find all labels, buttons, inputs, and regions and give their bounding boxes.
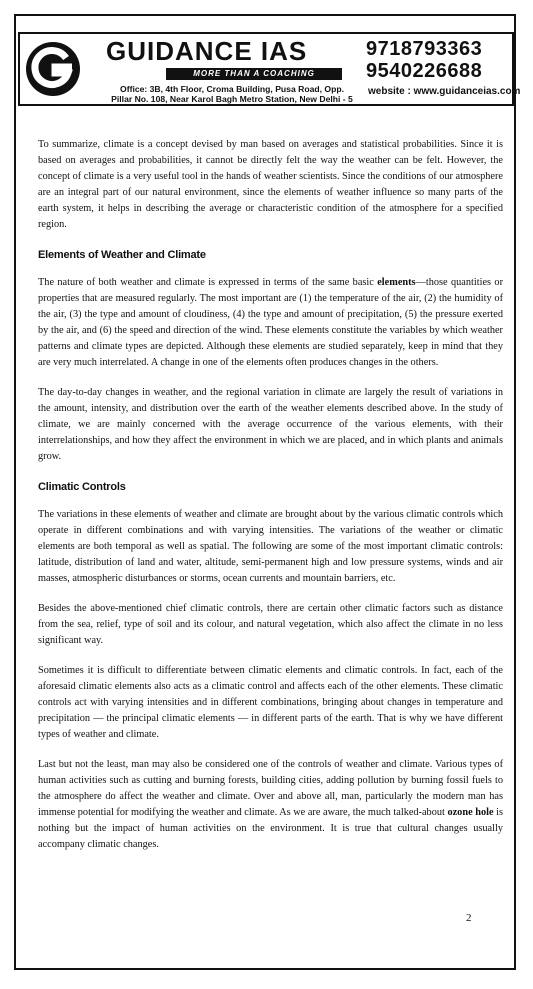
page-number: 2 [466, 912, 472, 924]
paragraph-text: The nature of both weather and climate is expressed in terms of the same basic [38, 277, 378, 288]
guidance-g-logo-icon [24, 40, 82, 98]
brand-name: GUIDANCE IAS [106, 36, 308, 66]
office-address [100, 84, 364, 104]
heading-controls: Climatic Controls [38, 481, 126, 493]
website-url: website : www.guidanceias.com [368, 86, 521, 97]
paragraph-variation: The day-to-day changes in weather, and the regional variation in climate are largely the result of variations in the amount, intensity, and distribution over the earth of the weather elements described above. In the study of climate, we are mainly concerned with the average occurrence of the various elements, with their interrelationships, and how they affect the environment in which we are placed, and in which plants and animals grow. [38, 387, 503, 462]
paragraph-human-activity [38, 757, 503, 853]
paragraph-text: Last but not the least, man may also be considered one of the controls of weather and climate. Various types of human activities such as cutting and burning forests, building cities, adding pollution by burning fossil fuels to the atmosphere do affect the weather and climate. Over and above all, man, particularly the modern man has immense potential for modifying the weather and climate. As we are aware, the much talked-about [38, 759, 503, 818]
paragraph-summary: To summarize, climate is a concept devised by man based on averages and statistical probabilities. Since it is based on averages and probabilities, it cannot be directly felt the way the weather can be felt. However, the concept of climate is a very useful tool in the hands of weather scientists. Since the conditions of our atmosphere are an integral part of our natural environment, since the elements of weather influence so many parts of the earth system, it helps in describing the average or characteristic condition of the atmosphere for a specified region. [38, 139, 503, 230]
office-address-line2: Pillar No. 108, Near Karol Bagh Metro Station, New Delhi - 5 [111, 94, 353, 104]
paragraph-other-factors: Besides the above-mentioned chief climatic controls, there are certain other climatic factors such as distance from the sea, relief, type of soil and its colour, and natural vegetation, which also affect the climate in no less significant way. [38, 603, 503, 646]
paragraph-differentiate: Sometimes it is difficult to differentiate between climatic elements and climatic controls. In fact, each of the aforesaid climatic elements also acts as a climatic control and affects each of the other elements. These climatic controls act with varying intensities and in different combinations, bringing about changes in temperature and precipitation — the principal climatic elements — in different parts of the earth. That is why we have different types of weather and climate. [38, 665, 503, 740]
bold-term: ozone hole [447, 807, 494, 818]
paragraph-controls: The variations in these elements of weather and climate are brought about by the various climatic controls which operate in different combinations and with varying intensities. The variations of the weather or climatic elements are both temporal as well as spatial. The following are some of the most important climatic controls: latitude, distribution of land and water, altitude, semi-permanent high and low pressure systems, winds and air masses, atmospheric disturbances or storms, ocean currents and mountain barriers, etc. [38, 509, 503, 584]
phone-number-2: 9540226688 [366, 60, 483, 82]
bold-term: elements [377, 277, 416, 288]
office-address-line1: Office: 3B, 4th Floor, Croma Building, Pusa Road, Opp. [120, 84, 344, 94]
paragraph-text: is nothing but the impact of human activities on the environment. It is true that cultural changes usually accompany climatic changes. [38, 807, 504, 850]
institute-header [18, 32, 521, 106]
document-body [38, 137, 503, 867]
heading-elements: Elements of Weather and Climate [38, 249, 206, 261]
paragraph-elements [38, 275, 503, 371]
paragraph-text: —those quantities or properties that are measured regularly. The most important are (1) the temperature of the air, (2) the humidity of the air, (3) the type and amount of cloudiness, (4) the type and amount of precipitation, (5) the pressure exerted by the air, and (6) the speed and direction of the wind. These elements constitute the variables by which weather patterns and climate types are depicted. Although these elements are studied separately, keep in mind that they are very much interrelated. A change in one of the elements often produces changes in the others. [38, 277, 503, 368]
brand-tagline: MORE THAN A COACHING [166, 68, 342, 80]
phone-number-1: 9718793363 [366, 38, 483, 60]
